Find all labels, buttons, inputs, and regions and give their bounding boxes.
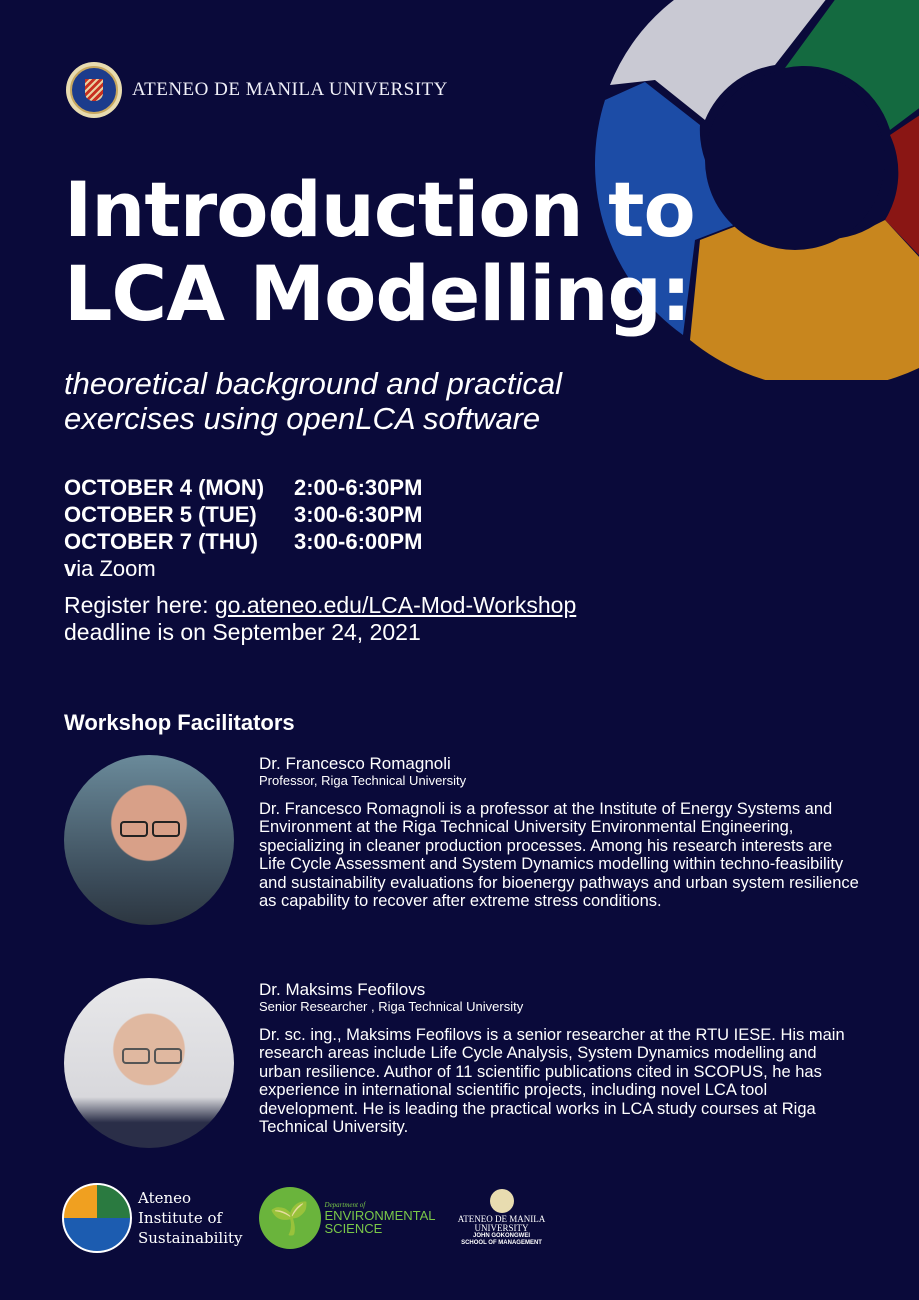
- register-label: Register here:: [64, 592, 215, 618]
- jgsom-line: JOHN GOKONGWEI: [473, 1233, 531, 1239]
- facilitator-name: Dr. Francesco Romagnoli: [259, 754, 451, 773]
- schedule-time: 3:00-6:30PM: [294, 502, 423, 527]
- des-logo-text: [325, 1201, 436, 1235]
- ais-line: Sustainability: [138, 1229, 243, 1247]
- university-header: [66, 62, 448, 118]
- facilitator-bio-2: [259, 980, 859, 1136]
- schedule-time: 3:00-6:00PM: [294, 529, 423, 554]
- schedule-row: [64, 501, 422, 528]
- ateneo-seal-icon: [490, 1189, 514, 1213]
- des-line: ENVIRONMENTAL: [324, 1208, 436, 1223]
- facilitator-photo-feofilovs: [64, 978, 234, 1148]
- registration: [64, 592, 576, 646]
- ais-logo-text: [138, 1188, 243, 1248]
- venue: [64, 555, 422, 582]
- schedule-date: OCTOBER 4 (MON): [64, 475, 265, 500]
- jgsom-line: ATENEO DE MANILA: [457, 1214, 546, 1224]
- title-line-1: Introduction to: [64, 165, 695, 254]
- subtitle-line-2: exercises using openLCA software: [64, 401, 541, 436]
- facilitator-bio-1: [259, 754, 859, 910]
- facilitator-role: Professor, Riga Technical University: [259, 773, 467, 788]
- venue-v: v: [64, 556, 77, 581]
- des-small: Department of: [324, 1201, 366, 1209]
- title-line-2: LCA Modelling:: [64, 249, 691, 338]
- facilitator-photo-romagnoli: [64, 755, 234, 925]
- schedule: [64, 474, 422, 582]
- page-title: [64, 165, 695, 338]
- facilitator-description: Dr. sc. ing., Maksims Feofilovs is a senior researcher at the RTU IESE. His main research areas include Life Cycle Analysis, System Dynamics modelling and urban resilience. Author of 11 scientific publications cited in SCOPUS, he has experience in international scientific projects, including novel LCA tool development. He is leading the practical works in LCA study courses at Riga Technical University.: [259, 1026, 845, 1137]
- schedule-time: 2:00-6:30PM: [294, 475, 423, 500]
- venue-rest: ia Zoom: [76, 556, 156, 581]
- schedule-row: [64, 474, 422, 501]
- schedule-date: OCTOBER 7 (THU): [64, 529, 258, 554]
- schedule-row: [64, 528, 422, 555]
- facilitators-heading: Workshop Facilitators: [64, 710, 295, 735]
- glasses-icon: [122, 1048, 150, 1064]
- schedule-date: OCTOBER 5 (TUE): [64, 502, 257, 527]
- subtitle-line-1: theoretical background and practical: [64, 366, 563, 401]
- register-link[interactable]: go.ateneo.edu/LCA-Mod-Workshop: [214, 592, 577, 618]
- glasses-icon: [154, 1048, 182, 1064]
- ais-line: Institute of: [138, 1209, 223, 1227]
- ais-logo-icon: [62, 1183, 132, 1253]
- glasses-icon: [152, 821, 180, 837]
- jgsom-line: UNIVERSITY: [474, 1223, 529, 1233]
- facilitator-role: Senior Researcher , Riga Technical University: [259, 999, 524, 1014]
- jgsom-line: SCHOOL OF MANAGEMENT: [461, 1240, 542, 1246]
- facilitator-description: Dr. Francesco Romagnoli is a professor at the Institute of Energy Systems and Environment at the Riga Technical University Environmental Engineering, specializing in cleaner production processes. Among his research interests are Life Cycle Assessment and System Dynamics modelling within techno-feasibility and sustainability evaluations for bioenergy pathways and urban system resilience as capability to recover after extreme stress conditions.: [259, 800, 859, 911]
- glasses-icon: [120, 821, 148, 837]
- subtitle: [64, 366, 562, 436]
- footer-logos: [62, 1183, 552, 1253]
- ais-line: Ateneo: [138, 1189, 192, 1207]
- university-name: ATENEO DE MANILA UNIVERSITY: [132, 79, 448, 100]
- facilitator-name: Dr. Maksims Feofilovs: [259, 980, 426, 999]
- deadline: deadline is on September 24, 2021: [64, 619, 421, 645]
- leaf-sprout-icon: 🌱: [259, 1187, 321, 1249]
- des-line: SCIENCE: [324, 1221, 383, 1236]
- ateneo-seal-icon: [66, 62, 122, 118]
- jgsom-logo: [452, 1189, 552, 1247]
